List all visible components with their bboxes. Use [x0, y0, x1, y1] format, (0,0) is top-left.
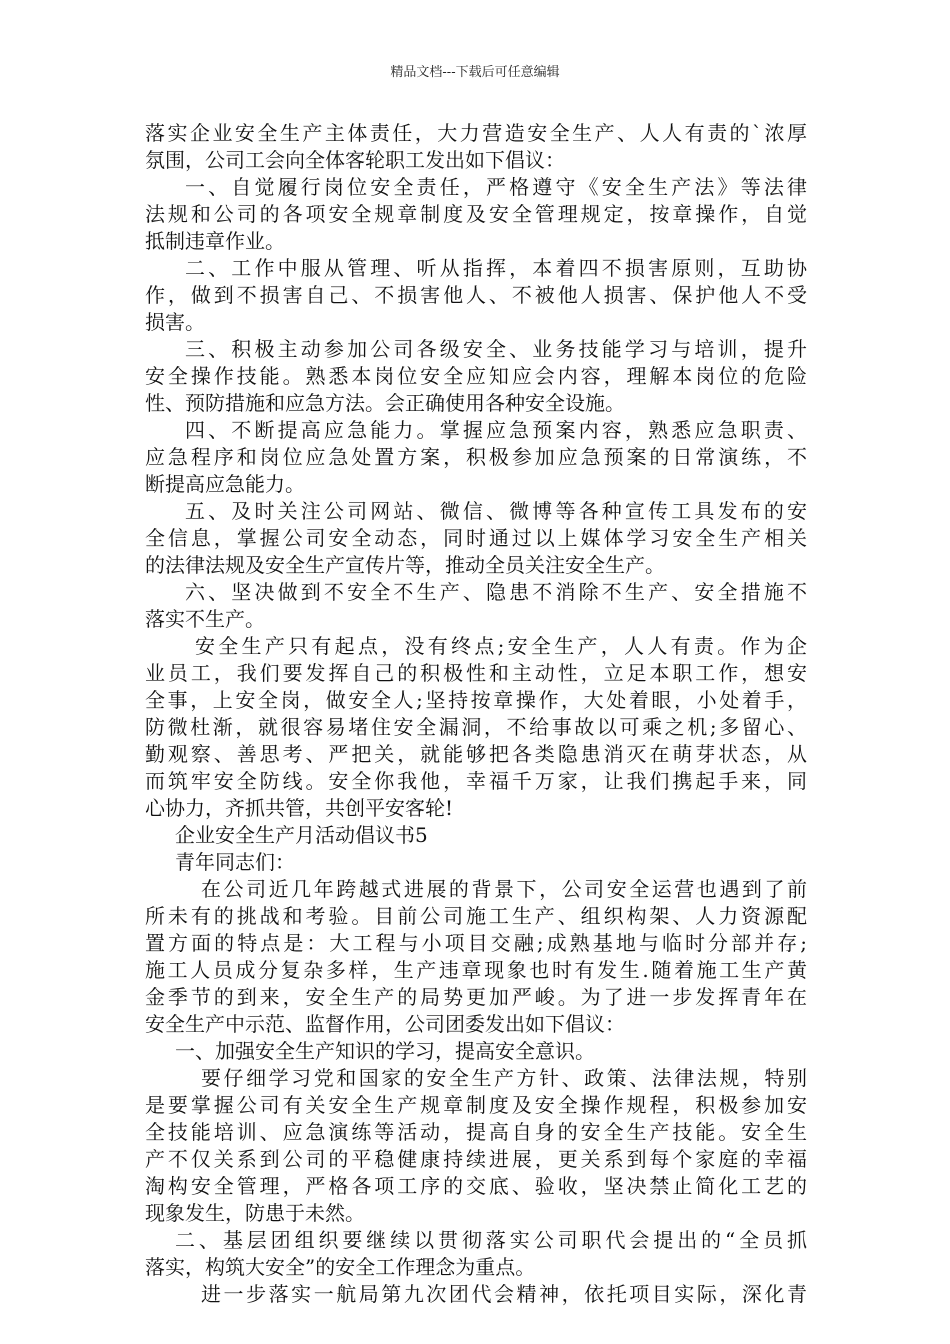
text-line: 是要掌握公司有关安全生产规章制度及安全操作规程，积极参加安	[145, 1093, 807, 1117]
page-header: 精品文档---下载后可任意编辑	[390, 65, 560, 80]
text-line: 氛围，公司工会向全体客轮职工发出如下倡议：	[145, 148, 565, 172]
text-line: 应急程序和岗位应急处置方案，积极参加应急预案的日常演练，不	[145, 445, 807, 469]
text-line: 产不仅关系到公司的平稳健康持续进展，更关系到每个家庭的幸福	[145, 1147, 807, 1171]
text-line: 三、积极主动参加公司各级安全、业务技能学习与培训，提升	[185, 337, 807, 361]
text-line: 一、加强安全生产知识的学习，提高安全意识。	[175, 1039, 595, 1063]
text-line: 进一步落实一航局第九次团代会精神，依托项目实际，深化青	[201, 1282, 807, 1306]
text-line: 全技能培训、应急演练等活动，提高自身的安全生产技能。安全生	[145, 1120, 807, 1144]
text-line: 抵制违章作业。	[145, 229, 285, 253]
text-line: 勤观察、善思考、严把关，就能够把各类隐患消灭在萌芽状态，从	[145, 742, 807, 766]
text-line: 全事，上安全岗，做安全人;坚持按章操作，大处着眼，小处着手，	[145, 688, 807, 712]
text-line: 一、自觉履行岗位安全责任，严格遵守《安全生产法》等法律	[185, 175, 807, 199]
text-line: 防微杜渐，就很容易堵住安全漏洞，不给事故以可乘之机;多留心、	[145, 715, 807, 739]
text-line: 企业安全生产月活动倡议书5	[175, 823, 428, 847]
text-line: 法规和公司的各项安全规章制度及安全管理规定，按章操作，自觉	[145, 202, 807, 226]
text-line: 心协力，齐抓共管，共创平安客轮!	[145, 796, 454, 820]
text-line: 所未有的挑战和考验。目前公司施工生产、组织构架、人力资源配	[145, 904, 807, 928]
text-line: 金季节的到来，安全生产的局势更加严峻。为了进一步发挥青年在	[145, 985, 807, 1009]
text-line: 置方面的特点是：大工程与小项目交融;成熟基地与临时分部并存;	[145, 931, 807, 955]
text-line: 损害。	[145, 310, 205, 334]
text-line: 落实，构筑大安全”的安全工作理念为重点。	[145, 1255, 536, 1279]
text-line: 作，做到不损害自己、不损害他人、不被他人损害、保护他人不受	[145, 283, 807, 307]
text-line: 安全生产中示范、监督作用，公司团委发出如下倡议：	[145, 1012, 625, 1036]
text-line: 现象发生，防患于未然。	[145, 1201, 365, 1225]
text-line: 落实不生产。	[145, 607, 265, 631]
text-line: 在公司近几年跨越式进展的背景下，公司安全运营也遇到了前	[201, 877, 807, 901]
text-line: 性、预防措施和应急方法。会正确使用各种安全设施。	[145, 391, 625, 415]
text-line: 断提高应急能力。	[145, 472, 305, 496]
text-line: 安全生产只有起点，没有终点;安全生产，人人有责。作为企	[195, 634, 807, 658]
text-line: 淘构安全管理，严格各项工序的交底、验收，坚决禁止简化工艺的	[145, 1174, 807, 1198]
text-line: 要仔细学习党和国家的安全生产方针、政策、法律法规，特别	[201, 1066, 807, 1090]
text-line: 四、不断提高应急能力。掌握应急预案内容，熟悉应急职责、	[185, 418, 807, 442]
text-line: 六、坚决做到不安全不生产、隐患不消除不生产、安全措施不	[185, 580, 807, 604]
text-line: 青年同志们：	[175, 850, 295, 874]
text-line: 的法律法规及安全生产宣传片等，推动全员关注安全生产。	[145, 553, 665, 577]
text-line: 全信息，掌握公司安全动态，同时通过以上媒体学习安全生产相关	[145, 526, 807, 550]
text-line: 业员工，我们要发挥自己的积极性和主动性，立足本职工作，想安	[145, 661, 807, 685]
text-line: 二、工作中服从管理、听从指挥，本着四不损害原则，互助协	[185, 256, 807, 280]
document-body	[145, 120, 807, 1308]
text-line: 安全操作技能。熟悉本岗位安全应知应会内容，理解本岗位的危险	[145, 364, 807, 388]
text-line: 施工人员成分复杂多样，生产违章现象也时有发生.随着施工生产黄	[145, 958, 807, 982]
text-line: 落实企业安全生产主体责任，大力营造安全生产、人人有责的`浓厚	[145, 121, 807, 145]
text-line: 而筑牢安全防线。安全你我他，幸福千万家，让我们携起手来，同	[145, 769, 807, 793]
text-line: 二、基层团组织要继续以贯彻落实公司职代会提出的“全员抓	[175, 1228, 807, 1252]
text-line: 五、及时关注公司网站、微信、微博等各种宣传工具发布的安	[185, 499, 807, 523]
